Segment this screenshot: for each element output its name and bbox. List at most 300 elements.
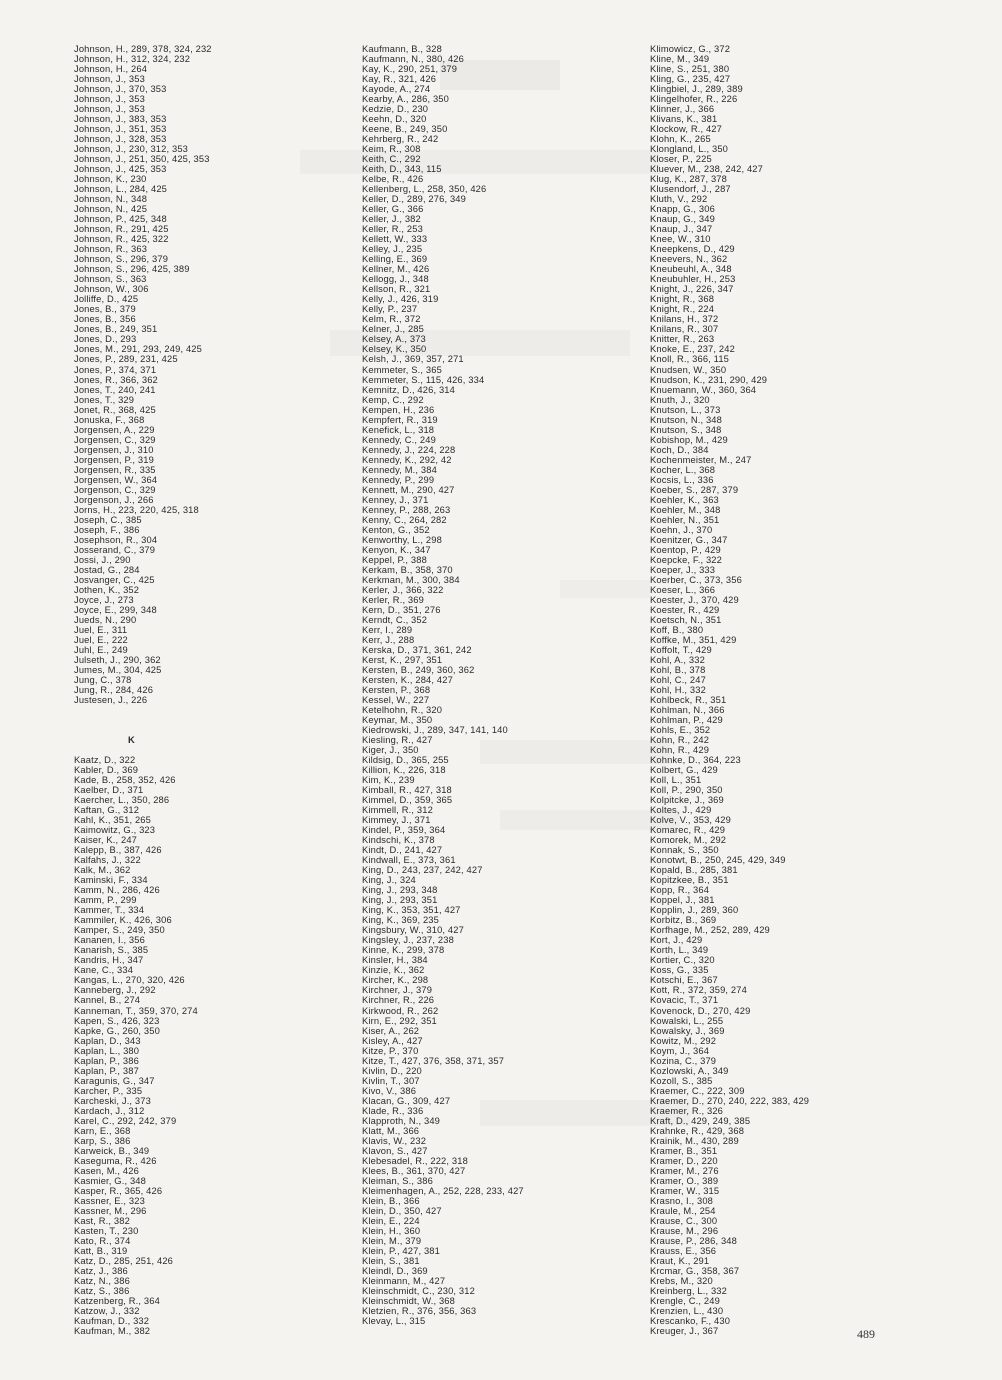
index-entry: Klivans, K., 381 bbox=[650, 114, 718, 125]
index-entry: Kananen, I., 356 bbox=[74, 935, 145, 946]
index-entry: Kapke, G., 260, 350 bbox=[74, 1025, 160, 1036]
index-entry: Krainik, M., 430, 289 bbox=[650, 1135, 739, 1146]
index-entry: Klavis, W., 232 bbox=[362, 1135, 427, 1146]
index-entry: Kerska, D., 371, 361, 242 bbox=[362, 644, 472, 655]
index-entry: Kindel, P., 359, 364 bbox=[362, 825, 446, 836]
index-entry: Jorgenson, J., 266 bbox=[74, 494, 154, 505]
index-entry: Kneepkens, D., 429 bbox=[650, 244, 735, 255]
index-entry: Klatt, M., 366 bbox=[362, 1125, 420, 1136]
index-entry: Kalepp, B., 387, 426 bbox=[74, 845, 162, 856]
index-entry: Jumes, M., 304, 425 bbox=[74, 664, 162, 675]
index-column-2 bbox=[362, 44, 524, 1326]
index-entry: Killion, K., 226, 318 bbox=[362, 765, 446, 776]
index-entry: Kneubuhler, H., 253 bbox=[650, 274, 736, 285]
index-entry: Jones, T., 329 bbox=[74, 394, 135, 405]
index-entry: Kohl, B., 378 bbox=[650, 664, 706, 675]
index-entry: Klapproth, N., 349 bbox=[362, 1115, 441, 1126]
index-entry: Klebesadel, R., 222, 318 bbox=[362, 1155, 468, 1166]
index-entry: Knoll, R., 366, 115 bbox=[650, 354, 730, 365]
index-entry: Koehler, K., 363 bbox=[650, 494, 719, 505]
index-entry: Jonuska, F., 368 bbox=[74, 414, 145, 425]
section-spacer bbox=[74, 715, 212, 725]
index-entry: Kirkwood, R., 262 bbox=[362, 1005, 439, 1016]
index-entry: Kaminski, F., 334 bbox=[74, 875, 148, 886]
index-entry: Johnson, N., 348 bbox=[74, 194, 148, 205]
index-entry: Kaiser, K., 247 bbox=[74, 835, 138, 846]
index-entry: Jorgensen, R., 335 bbox=[74, 464, 156, 475]
index-entry: Krescanko, F., 430 bbox=[650, 1315, 731, 1326]
index-entry: Klongland, L., 350 bbox=[650, 144, 729, 155]
index-entry: King, D., 243, 237, 242, 427 bbox=[362, 865, 483, 876]
index-entry: Karweick, B., 349 bbox=[74, 1145, 150, 1156]
index-entry: Jung, C., 378 bbox=[74, 674, 132, 685]
index-entry: Kast, R., 382 bbox=[74, 1215, 130, 1226]
index-entry: Koll, P., 290, 350 bbox=[650, 785, 723, 796]
index-entry: Kenney, J., 371 bbox=[362, 494, 429, 505]
index-entry: Kaseguma, R., 426 bbox=[74, 1155, 157, 1166]
index-entry: Kraemer, D., 270, 240, 222, 383, 429 bbox=[650, 1095, 810, 1106]
index-entry: Kahl, K., 351, 265 bbox=[74, 815, 151, 826]
index-entry: Kassner, E., 323 bbox=[74, 1195, 145, 1206]
index-entry: Kline, S., 251, 380 bbox=[650, 64, 730, 75]
index-entry: Kalfahs, J., 322 bbox=[74, 855, 141, 866]
index-entry: King, J., 324 bbox=[362, 875, 416, 886]
index-entry: Jorns, H., 223, 220, 425, 318 bbox=[74, 504, 199, 515]
index-entry: Kopplin, J., 289, 360 bbox=[650, 905, 739, 916]
index-entry: Keppel, P., 388 bbox=[362, 554, 427, 565]
index-entry: Jones, M., 291, 293, 249, 425 bbox=[74, 344, 202, 355]
index-entry: King, K., 353, 351, 427 bbox=[362, 905, 461, 916]
index-entry: Kiser, A., 262 bbox=[362, 1025, 420, 1036]
index-entry: Kraft, D., 429, 249, 385 bbox=[650, 1115, 751, 1126]
index-entry: Kerndt, C., 352 bbox=[362, 614, 428, 625]
index-entry: Johnson, S., 363 bbox=[74, 274, 147, 285]
index-entry: Kinsler, H., 384 bbox=[362, 955, 428, 966]
index-entry: Konnak, S., 350 bbox=[650, 845, 719, 856]
index-entry: Knudson, K., 231, 290, 429 bbox=[650, 374, 768, 385]
index-entry: Kamm, N., 286, 426 bbox=[74, 885, 160, 896]
index-entry: Koepcke, F., 322 bbox=[650, 554, 723, 565]
index-entry: Jorgensen, J., 310 bbox=[74, 444, 154, 455]
index-entry: Kluth, V., 292 bbox=[650, 194, 708, 205]
index-entry: Kraut, K., 291 bbox=[650, 1255, 710, 1266]
index-entry: Korth, L., 349 bbox=[650, 945, 709, 956]
index-entry: Kersten, B., 249, 360, 362 bbox=[362, 664, 475, 675]
index-entry: Kluever, M., 238, 242, 427 bbox=[650, 164, 763, 175]
index-entry: Joseph, C., 385 bbox=[74, 514, 142, 525]
index-entry: Kopp, R., 364 bbox=[650, 885, 710, 896]
index-entry: Kelly, P., 237 bbox=[362, 304, 418, 315]
section-spacer bbox=[74, 745, 212, 755]
index-entry: Kennett, M., 290, 427 bbox=[362, 484, 455, 495]
index-entry: Johnson, J., 328, 353 bbox=[74, 134, 167, 145]
index-entry: Kanneman, T., 359, 370, 274 bbox=[74, 1005, 198, 1016]
index-entry: Knilans, H., 372 bbox=[650, 314, 719, 325]
index-entry: Kleimenhagen, A., 252, 228, 233, 427 bbox=[362, 1185, 524, 1196]
index-entry: Kraule, M., 254 bbox=[650, 1205, 716, 1216]
index-entry: Josserand, C., 379 bbox=[74, 544, 156, 555]
index-entry: Kemmeter, S., 365 bbox=[362, 364, 442, 375]
index-entry: Kangas, L., 270, 320, 426 bbox=[74, 975, 185, 986]
index-entry: Kochenmeister, M., 247 bbox=[650, 454, 752, 465]
index-entry: Koehler, N., 351 bbox=[650, 514, 720, 525]
index-entry: Jonet, R., 368, 425 bbox=[74, 404, 156, 415]
index-entry: Kerr, J., 288 bbox=[362, 634, 415, 645]
index-entry: Kaufman, D., 332 bbox=[74, 1315, 150, 1326]
index-entry: Krause, C., 300 bbox=[650, 1215, 718, 1226]
index-entry: Kellner, M., 426 bbox=[362, 264, 430, 275]
index-entry: Keith, C., 292 bbox=[362, 154, 421, 165]
index-entry: Johnson, H., 264 bbox=[74, 64, 148, 75]
index-entry: Koehler, M., 348 bbox=[650, 504, 721, 515]
index-entry: Johnson, S., 296, 379 bbox=[74, 254, 169, 265]
index-entry: Kayode, A., 274 bbox=[362, 84, 431, 95]
index-entry: Kerr, I., 289 bbox=[362, 624, 413, 635]
index-entry: Kaatz, D., 322 bbox=[74, 755, 136, 766]
index-entry: Katzow, J., 332 bbox=[74, 1305, 140, 1316]
index-entry: Kaercher, L., 350, 286 bbox=[74, 795, 170, 806]
index-entry: Kessel, W., 227 bbox=[362, 695, 430, 706]
index-entry: Knudsen, W., 350 bbox=[650, 364, 727, 375]
index-entry: Kling, G., 235, 427 bbox=[650, 74, 731, 85]
index-entry: Kolpitcke, J., 369 bbox=[650, 795, 724, 806]
index-entry: Kade, B., 258, 352, 426 bbox=[74, 775, 176, 786]
index-entry: Knutson, N., 348 bbox=[650, 414, 723, 425]
index-entry: Kircher, K., 298 bbox=[362, 975, 429, 986]
index-entry: Klein, E., 224 bbox=[362, 1215, 420, 1226]
index-entry: Jorgenson, C., 329 bbox=[74, 484, 156, 495]
index-entry: Kemnitz, D., 426, 314 bbox=[362, 384, 456, 395]
index-entry: Kohnke, D., 364, 223 bbox=[650, 755, 741, 766]
index-entry: Koss, G., 335 bbox=[650, 965, 709, 976]
index-entry: Kobishop, M., 429 bbox=[650, 434, 728, 445]
index-entry: Kaplan, P., 387 bbox=[74, 1065, 139, 1076]
index-entry: Koehn, J., 370 bbox=[650, 524, 713, 535]
index-entry: Kohlbeck, R., 351 bbox=[650, 695, 727, 706]
index-entry: Knutson, S., 348 bbox=[650, 424, 722, 435]
index-entry: Kemp, C., 292 bbox=[362, 394, 424, 405]
index-entry: Klimowicz, G., 372 bbox=[650, 44, 731, 54]
index-entry: Kasen, M., 426 bbox=[74, 1165, 139, 1176]
index-entry: Koppel, J., 381 bbox=[650, 895, 715, 906]
index-entry: Kortier, C., 320 bbox=[650, 955, 715, 966]
index-entry: Kersten, P., 368 bbox=[362, 685, 431, 695]
index-entry: Kennedy, M., 384 bbox=[362, 464, 437, 475]
index-entry: Jones, R., 366, 362 bbox=[74, 374, 158, 385]
index-entry: Karn, E., 368 bbox=[74, 1125, 131, 1136]
index-entry: Kempen, H., 236 bbox=[362, 404, 435, 415]
index-entry: Kaplan, P., 386 bbox=[74, 1055, 139, 1066]
index-entry: Kohn, R., 242 bbox=[650, 735, 710, 746]
index-entry: Koffolt, T., 429 bbox=[650, 644, 712, 655]
index-entry: Kohn, R., 429 bbox=[650, 745, 710, 756]
index-entry: Jorgensen, C., 329 bbox=[74, 434, 156, 445]
index-entry: Klein, B., 366 bbox=[362, 1195, 420, 1206]
index-entry: Kowitz, M., 292 bbox=[650, 1035, 717, 1046]
index-entry: Kohlman, N., 366 bbox=[650, 705, 725, 716]
index-entry: Kammer, T., 334 bbox=[74, 905, 145, 916]
index-entry: Komarec, R., 429 bbox=[650, 825, 726, 836]
index-entry: Kivlin, T., 307 bbox=[362, 1075, 420, 1086]
index-entry: Kaftan, G., 312 bbox=[74, 805, 140, 816]
index-entry: Knaup, G., 349 bbox=[650, 214, 715, 225]
index-entry: Ketelhohn, R., 320 bbox=[362, 705, 443, 716]
index-entry: Kennedy, K., 292, 42 bbox=[362, 454, 452, 465]
index-entry: Josvanger, C., 425 bbox=[74, 574, 155, 585]
index-entry: Krengle, C., 249 bbox=[650, 1295, 720, 1306]
index-entry: Johnson, J., 425, 353 bbox=[74, 164, 167, 175]
index-entry: Jones, B., 379 bbox=[74, 304, 136, 315]
index-entry: Jones, B., 356 bbox=[74, 314, 136, 325]
index-entry: Kelner, J., 285 bbox=[362, 324, 424, 335]
index-entry: Kleiman, S., 386 bbox=[362, 1175, 433, 1186]
index-entry: Johnson, J., 353 bbox=[74, 104, 145, 115]
index-entry: Kotschi, E., 367 bbox=[650, 975, 718, 986]
index-entry: Juhl, E., 249 bbox=[74, 644, 128, 655]
index-entry: Kohl, H., 332 bbox=[650, 685, 706, 695]
index-entry: Koester, R., 429 bbox=[650, 604, 720, 615]
index-entry: Koch, D., 384 bbox=[650, 444, 709, 455]
index-entry: King, K., 369, 235 bbox=[362, 915, 439, 926]
index-entry: Kelsh, J., 369, 357, 271 bbox=[362, 354, 464, 365]
index-entry: Johnson, R., 363 bbox=[74, 244, 148, 255]
index-entry: Keim, R., 308 bbox=[362, 144, 421, 155]
index-entry: Kindschi, K., 378 bbox=[362, 835, 435, 846]
index-entry: Kenworthy, L., 298 bbox=[362, 534, 442, 545]
index-entry: Knapp, G., 306 bbox=[650, 204, 715, 215]
index-entry: Jones, B., 249, 351 bbox=[74, 324, 158, 335]
index-entry: Kanneberg, J., 292 bbox=[74, 985, 156, 996]
index-entry: Kato, R., 374 bbox=[74, 1235, 131, 1246]
index-entry: Kennedy, C., 249 bbox=[362, 434, 436, 445]
index-entry: Kleinmann, M., 427 bbox=[362, 1275, 446, 1286]
index-entry: Kanarish, S., 385 bbox=[74, 945, 149, 956]
index-entry: Johnson, R., 291, 425 bbox=[74, 224, 169, 235]
index-entry: Kaimowitz, G., 323 bbox=[74, 825, 156, 836]
index-entry: Johnson, R., 425, 322 bbox=[74, 234, 169, 245]
index-entry: Kim, K., 239 bbox=[362, 775, 415, 786]
index-entry: Kohlman, P., 429 bbox=[650, 715, 723, 726]
index-entry: Kleinschmidt, W., 368 bbox=[362, 1295, 455, 1306]
index-entry: Kirchner, R., 226 bbox=[362, 995, 435, 1006]
index-entry: Klinner, J., 366 bbox=[650, 104, 715, 115]
index-entry: Kivo, V., 386 bbox=[362, 1085, 417, 1096]
index-entry: Kiger, J., 350 bbox=[362, 745, 419, 756]
index-entry: Knight, J., 226, 347 bbox=[650, 284, 734, 295]
index-entry: Joyce, J., 273 bbox=[74, 594, 134, 605]
index-entry: Kovenock, D., 270, 429 bbox=[650, 1005, 751, 1016]
index-entry: Johnson, J., 230, 312, 353 bbox=[74, 144, 189, 155]
index-entry: Kohls, E., 352 bbox=[650, 725, 711, 736]
index-entry: Knutson, L., 373 bbox=[650, 404, 721, 415]
index-entry: Kamm, P., 299 bbox=[74, 895, 137, 906]
index-entry: Kramer, W., 315 bbox=[650, 1185, 720, 1196]
index-entry: Joyce, E., 299, 348 bbox=[74, 604, 157, 615]
index-entry: Kocher, L., 368 bbox=[650, 464, 716, 475]
index-entry: Kowalski, L., 255 bbox=[650, 1015, 724, 1026]
index-entry: Jung, R., 284, 426 bbox=[74, 685, 154, 695]
index-entry: Knitter, R., 263 bbox=[650, 334, 715, 345]
section-spacer bbox=[74, 725, 212, 735]
index-entry: Kingsbury, W., 310, 427 bbox=[362, 925, 464, 936]
index-entry: Katz, N., 386 bbox=[74, 1275, 130, 1286]
index-entry: Konotwt, B., 250, 245, 429, 349 bbox=[650, 855, 786, 866]
index-entry: Klein, D., 350, 427 bbox=[362, 1205, 442, 1216]
index-entry: Kline, M., 349 bbox=[650, 54, 710, 65]
index-entry: Johnson, J., 251, 350, 425, 353 bbox=[74, 154, 210, 165]
index-entry: Keller, J., 382 bbox=[362, 214, 421, 225]
index-entry: Kloser, P., 225 bbox=[650, 154, 712, 165]
index-entry: Kitze, P., 370 bbox=[362, 1045, 419, 1056]
index-entry: Kemmeter, S., 115, 426, 334 bbox=[362, 374, 485, 385]
index-entry: Kenton, G., 352 bbox=[362, 524, 430, 535]
index-entry: Krebs, M., 320 bbox=[650, 1275, 713, 1286]
index-entry: Kohl, C., 247 bbox=[650, 674, 706, 685]
index-entry: Kamper, S., 249, 350 bbox=[74, 925, 165, 936]
index-entry: Klavon, S., 427 bbox=[362, 1145, 428, 1156]
index-entry: Kimball, R., 427, 318 bbox=[362, 785, 452, 796]
index-entry: Kassner, M., 296 bbox=[74, 1205, 147, 1216]
index-entry: Katz, S., 386 bbox=[74, 1285, 130, 1296]
index-entry: Kimmey, J., 371 bbox=[362, 815, 431, 826]
index-entry: Johnson, S., 296, 425, 389 bbox=[74, 264, 190, 275]
index-entry: Koerber, C., 373, 356 bbox=[650, 574, 742, 585]
index-entry: Kapen, S., 426, 323 bbox=[74, 1015, 160, 1026]
index-entry: Koetsch, N., 351 bbox=[650, 614, 722, 625]
index-entry: Kort, J., 429 bbox=[650, 935, 703, 946]
index-entry: Klade, R., 336 bbox=[362, 1105, 424, 1116]
index-entry: Katzenberg, R., 364 bbox=[74, 1295, 160, 1306]
index-entry: Kraemer, C., 222, 309 bbox=[650, 1085, 745, 1096]
index-entry: Kirchner, J., 379 bbox=[362, 985, 433, 996]
index-entry: Koff, B., 380 bbox=[650, 624, 704, 635]
index-entry: Koll, L., 351 bbox=[650, 775, 702, 786]
index-entry: Klingelhofer, R., 226 bbox=[650, 94, 738, 105]
index-entry: Koester, J., 370, 429 bbox=[650, 594, 739, 605]
index-entry: Koym, J., 364 bbox=[650, 1045, 710, 1056]
index-entry: Johnson, H., 289, 378, 324, 232 bbox=[74, 44, 212, 54]
index-entry: Justesen, J., 226 bbox=[74, 695, 148, 706]
index-entry: Jones, P., 289, 231, 425 bbox=[74, 354, 178, 365]
index-entry: Katz, D., 285, 251, 426 bbox=[74, 1255, 174, 1266]
index-entry: Kabler, D., 369 bbox=[74, 765, 139, 776]
index-entry: Kramer, D., 220 bbox=[650, 1155, 718, 1166]
index-entry: Kersten, K., 284, 427 bbox=[362, 674, 453, 685]
index-entry: Johnson, W., 306 bbox=[74, 284, 149, 295]
page-number: 489 bbox=[857, 1327, 875, 1341]
index-entry: Kleindl, D., 369 bbox=[362, 1265, 428, 1276]
index-entry: Kammiler, K., 426, 306 bbox=[74, 915, 172, 926]
index-entry: Kozina, C., 379 bbox=[650, 1055, 717, 1066]
index-entry: Keller, R., 253 bbox=[362, 224, 423, 235]
index-entry: Kempfert, R., 319 bbox=[362, 414, 438, 425]
index-entry: Kerler, J., 366, 322 bbox=[362, 584, 444, 595]
index-entry: Jorgensen, P., 319 bbox=[74, 454, 154, 465]
index-entry: Jolliffe, D., 425 bbox=[74, 294, 139, 305]
index-entry: Jueds, N., 290 bbox=[74, 614, 137, 625]
index-entry: Katt, B., 319 bbox=[74, 1245, 128, 1256]
index-entry: Karcheski, J., 373 bbox=[74, 1095, 151, 1106]
index-entry: Kott, R., 372, 359, 274 bbox=[650, 985, 747, 996]
index-entry: Kellson, R., 321 bbox=[362, 284, 431, 295]
index-entry: Kraemer, R., 326 bbox=[650, 1105, 724, 1116]
index-entry: Johnson, N., 425 bbox=[74, 204, 148, 215]
index-entry: Kelling, E., 369 bbox=[362, 254, 428, 265]
index-entry: Kelm, R., 372 bbox=[362, 314, 421, 325]
index-entry: Kramer, B., 351 bbox=[650, 1145, 718, 1156]
index-entry: Korfhage, M., 252, 289, 429 bbox=[650, 925, 770, 936]
index-entry: Kramer, O., 389 bbox=[650, 1175, 719, 1186]
index-entry: Klockow, R., 427 bbox=[650, 124, 722, 135]
index-entry: Krause, M., 296 bbox=[650, 1225, 719, 1236]
index-entry: Kannel, B., 274 bbox=[74, 995, 141, 1006]
index-entry: Kneevers, N., 362 bbox=[650, 254, 728, 265]
index-entry: Knuth, J., 320 bbox=[650, 394, 710, 405]
index-entry: Johnson, P., 425, 348 bbox=[74, 214, 167, 225]
index-entry: Koeser, L., 366 bbox=[650, 584, 716, 595]
index-entry: Koenitzer, G., 347 bbox=[650, 534, 728, 545]
index-entry: Kocsis, L., 336 bbox=[650, 474, 714, 485]
index-entry: Kelsey, K., 350 bbox=[362, 344, 427, 355]
index-entry: Johnson, J., 383, 353 bbox=[74, 114, 167, 125]
index-entry: Kaufmann, N., 380, 426 bbox=[362, 54, 464, 65]
index-entry: Kasmier, G., 348 bbox=[74, 1175, 146, 1186]
index-entry: Koltes, J., 429 bbox=[650, 805, 712, 816]
index-entry: Klusendorf, J., 287 bbox=[650, 184, 731, 195]
index-entry: Kaplan, D., 343 bbox=[74, 1035, 141, 1046]
index-entry: Juel, E., 222 bbox=[74, 634, 128, 645]
index-entry: Kolve, V., 353, 429 bbox=[650, 815, 731, 826]
index-entry: Kohl, A., 332 bbox=[650, 654, 705, 665]
index-entry: Keehn, D., 320 bbox=[362, 114, 427, 125]
index-entry: Karagunis, G., 347 bbox=[74, 1075, 155, 1086]
index-entry: Johnson, J., 353 bbox=[74, 74, 145, 85]
index-entry: Johnson, H., 312, 324, 232 bbox=[74, 54, 191, 65]
index-entry: Keller, G., 366 bbox=[362, 204, 424, 215]
index-entry: Karel, C., 292, 242, 379 bbox=[74, 1115, 177, 1126]
index-entry: Kozoll, S., 385 bbox=[650, 1075, 713, 1086]
index-entry: Kimmell, R., 312 bbox=[362, 805, 433, 816]
index-entry: Kivlin, D., 220 bbox=[362, 1065, 422, 1076]
index-entry: Kildsig, D., 365, 255 bbox=[362, 755, 449, 766]
index-entry: Kern, D., 351, 276 bbox=[362, 604, 441, 615]
index-entry: Kirn, E., 292, 351 bbox=[362, 1015, 437, 1026]
index-entry: Kovacic, T., 371 bbox=[650, 995, 719, 1006]
index-entry: Kennedy, J., 224, 228 bbox=[362, 444, 456, 455]
index-entry: Kopitzkee, B., 351 bbox=[650, 875, 729, 886]
index-entry: Kingsley, J., 237, 238 bbox=[362, 935, 454, 946]
index-entry: Keith, D., 343, 115 bbox=[362, 164, 442, 175]
index-entry: Jothen, K., 352 bbox=[74, 584, 140, 595]
index-entry: Joseph, F., 386 bbox=[74, 524, 140, 535]
index-entry: Knuemann, W., 360, 364 bbox=[650, 384, 757, 395]
index-entry: Kardach, J., 312 bbox=[74, 1105, 145, 1116]
index-entry: Kneubeuhl, A., 348 bbox=[650, 264, 732, 275]
index-entry: Klug, K., 287, 378 bbox=[650, 174, 727, 185]
index-entry: Kerst, K., 297, 351 bbox=[362, 654, 443, 665]
index-entry: Josephson, R., 304 bbox=[74, 534, 158, 545]
index-entry: Kaplan, L., 380 bbox=[74, 1045, 140, 1056]
index-entry: Kennedy, P., 299 bbox=[362, 474, 435, 485]
index-entry: Kinzie, K., 362 bbox=[362, 965, 425, 976]
index-entry: Kandris, H., 347 bbox=[74, 955, 144, 966]
index-entry: Jorgensen, A., 229 bbox=[74, 424, 155, 435]
index-entry: Kaufmann, B., 328 bbox=[362, 44, 442, 54]
index-entry: Kelsey, A., 373 bbox=[362, 334, 426, 345]
index-entry: Kedzie, D., 230 bbox=[362, 104, 429, 115]
index-entry: Jones, P., 374, 371 bbox=[74, 364, 157, 375]
index-entry: Keller, D., 289, 276, 349 bbox=[362, 194, 467, 205]
